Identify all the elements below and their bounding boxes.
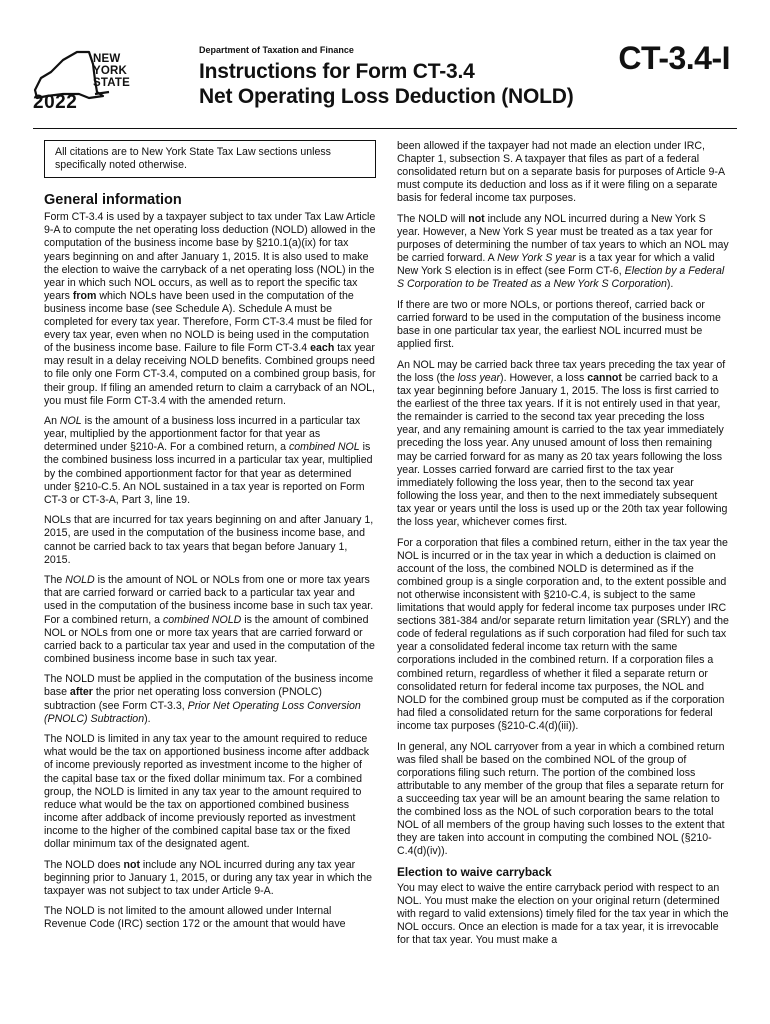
paragraph: NOLs that are incurred for tax years beginning on and after January 1, 2015, are used in the computation of the business income base, and cannot be carried back to tax years that began before January 1, 2015. xyxy=(44,514,374,566)
paragraph: You may elect to waive the entire carryback period with respect to an NOL. You must make the election on your original return (determined with regard to valid extensions) timely filed for the tax year in which the NOL occurs. Once an election is made for a tax year, it is irrevocable for that tax year. You must make a xyxy=(397,881,729,947)
paragraph: The NOLD is limited in any tax year to the amount required to reduce what would be the tax on apportioned business income after addback of income previously reported as investment income to the higher of the capital base tax or the fixed dollar minimum tax. For a combined group, the NOLD is limited in any tax year to the amount required to reduce what would be the tax on apportioned combined business income after addback of income previously reported as investment income to the higher of the combined capital base tax or the fixed dollar minimum tax of the designated agent. xyxy=(44,733,370,850)
paragraph: The NOLD is the amount of NOL or NOLs from one or more tax years that are carried forward or carried back to a particular tax year and used in the computation of the business income base in such tax year. For a combined return, a combined NOLD is the amount of combined NOL or NOLs from one or more tax years that are carried forward or carried back to a particular tax year and used in the computation of the combined business income base in such tax year. xyxy=(44,574,375,665)
paragraph: The NOLD is not limited to the amount allowed under Internal Revenue Code (IRC) section 172 or the amount that would have xyxy=(44,905,346,931)
election-heading: Election to waive carryback xyxy=(397,864,552,879)
page-subtitle: Net Operating Loss Deduction (NOLD) xyxy=(199,85,574,108)
citation-note: All citations are to New York State Tax Law sections unless specifically noted otherwise. xyxy=(44,140,376,178)
paragraph: The NOLD will not include any NOL incurred during a New York S year. However, a New York S year must be treated as a tax year for purposes of determining the number of tax years to which an NOL may be carried forward. A New York S year is a tax year for which a valid New York S election is in effect (see Form CT-6, Election by a Federal S Corporation to be Treated as a New York S Corporation). xyxy=(397,212,729,291)
right-column xyxy=(397,140,729,955)
paragraph: For a corporation that files a combined return, either in the tax year the NOL is incurred or in the tax year in which a deduction is claimed on account of the loss, the combined NOLD is determined as if the combined group is a single corporation and, to the extent possible and not otherwise inconsistent with §210-C.4, is subject to the same limitations that would apply for federal income tax purposes under IRC sections 381-384 and/or separate return limitation year (SRLY) and the code of federal regulations as if such corporation had filed for such tax year a consolidated federal income tax return with the same corporations included in the combined return. If a corporation files a combined return, regardless of whether it filed a separate return or consolidated return for federal income tax purposes, the NOL and NOLD for the combined group must be computed as if the corporation had filed a consolidated return for the same corporations for federal income tax purposes (§210-C.4(d)(iii)). xyxy=(397,536,729,732)
tax-year: 2022 xyxy=(33,92,78,113)
paragraph: An NOL is the amount of a business loss incurred in a particular tax year, multiplied by the apportionment factor for that year as determined under §210-A. For a combined return, a combined NOL is the combined business loss incurred in a particular tax year, multiplied by the combined apportionment factor for that year as determined under §210-C.5. An NOL sustained in a tax year is reported on Form CT-3 or CT-3-A, Part 3, line 19. xyxy=(44,415,373,506)
paragraph: If there are two or more NOLs, or portions thereof, carried back or carried forward to be used in the computation of the business income base in one particular tax year, the earliest NOL incurred must be applied first. xyxy=(397,299,721,351)
header-divider xyxy=(33,128,737,129)
paragraph: The NOLD does not include any NOL incurred during any tax year beginning prior to January 1, 2015, or during any tax year in which the taxpayer was not subject to tax under Article 9-A. xyxy=(44,858,373,897)
state-name: NEW YORK STATE xyxy=(93,53,130,89)
department-name: Department of Taxation and Finance xyxy=(199,45,354,55)
form-number: CT-3.4-I xyxy=(618,40,730,76)
page-title: Instructions for Form CT-3.4 xyxy=(199,60,475,83)
left-column xyxy=(44,140,376,939)
paragraph: Form CT-3.4 is used by a taxpayer subject to tax under Tax Law Article 9-A to compute the net operating loss deduction (NOLD) allowed in the computation of the business income base by §210.1(a)(ix) for tax years beginning on and after January 1, 2015. It is also used to make the election to waive the carryback of a net operating loss (NOL) in the year in which such NOL occurs, as well as to report the specific tax years from which NOLs have been used in the computation of the business income base (see Schedule A). Schedule A must be completed for every tax year. Therefore, Form CT-3.4 must be filed for every tax year, even when no NOLD is being used in the computation of the business income base. Failure to file Form CT-3.4 each tax year may result in a delay receiving NOLD benefits. Combined groups need to file only one Form CT-3.4, computed on a combined group basis, for their group. If filing an amended return to claim a carryback of an NOL, you must file Form CT-3.4 with the amended return. xyxy=(44,211,376,407)
general-information-heading: General information xyxy=(44,192,182,209)
nys-logo xyxy=(33,50,161,112)
paragraph: In general, any NOL carryover from a year in which a combined return was filed shall be based on the combined NOL of the group of corporations filing such return. The portion of the combined loss attributable to any member of the group that files a separate return for a succeeding tax year will be an amount bearing the same relation to the combined loss as the NOL of such corporation bears to the total NOL of all members of the group having such losses to the extent that they are taken into account in computing the combined NOL (§210-C.4(d)(iv)). xyxy=(397,740,725,858)
paragraph: The NOLD must be applied in the computation of the business income base after the prior net operating loss conversion (PNOLC) subtraction (see Form CT-3.3, Prior Net Operating Loss Conversion (PNOLC) Subtraction). xyxy=(44,673,374,725)
paragraph: been allowed if the taxpayer had not made an election under IRC, Chapter 1, subsection S. A taxpayer that files as part of a federal consolidated return but on a separate basis for purposes of Article 9-A must compute its deduction and loss as if it were filing on a separate basis for federal income tax purposes. xyxy=(397,140,725,205)
paragraph: An NOL may be carried back three tax years preceding the tax year of the loss (the loss year). However, a loss cannot be carried back to a tax year beginning before January 1, 2015. The loss is first carried to the earliest of the three tax years. If it is not entirely used in that year, the remainder is carried to the second tax year preceding the loss year, and any remaining amount is carried to the tax year immediately preceding the loss year. Any unused amount of loss then remaining may be carried forward for as many as 20 tax years following the loss year. Losses carried forward are carried first to the tax year immediately following the loss year, then to the second tax year following the loss year, and then to the next immediately subsequent tax year or years until the loss is used up or the 20th tax year following the loss year, whichever comes first. xyxy=(397,358,728,529)
